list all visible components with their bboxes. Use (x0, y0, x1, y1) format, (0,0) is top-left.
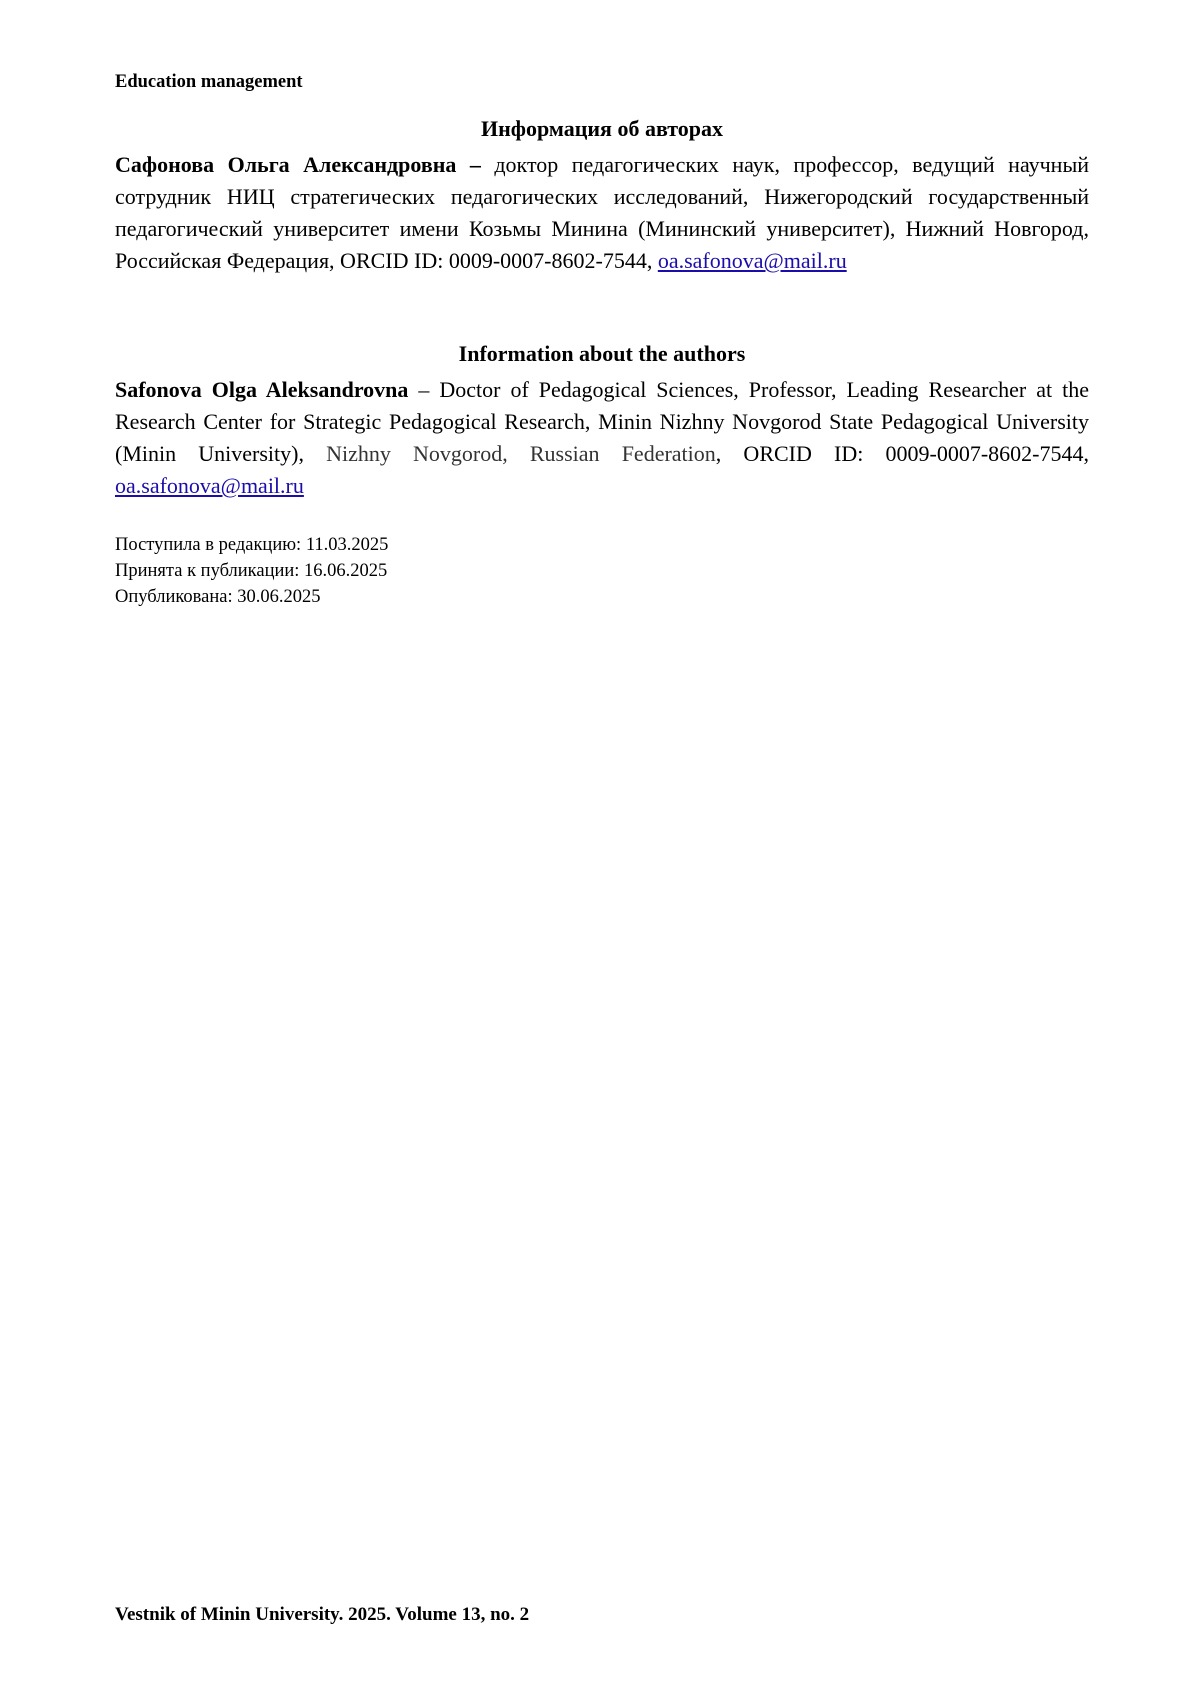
email-link-en[interactable]: oa.safonova@mail.ru (115, 473, 304, 498)
author-name-ru: Сафонова Ольга Александровна (115, 152, 457, 177)
author-bio-en (115, 374, 1089, 502)
author-location-en: Nizhny Novgorod, Russian Federation (326, 441, 716, 466)
author-bio-text-ru: доктор педагогических наук, профессор, ведущий научный сотрудник НИЦ стратегических педагогических исследований, Нижегородский государственный педагогический университет имени Козьмы Минина (Мининский университет), Нижний Новгород, Российская Федерация, ORCID ID: 0009-0007-8602-7544, (115, 152, 1089, 273)
author-name-en: Safonova Olga Aleksandrovna (115, 377, 409, 402)
author-info-ru (115, 114, 1089, 277)
author-info-en (115, 339, 1089, 502)
section-title-en: Information about the authors (458, 341, 746, 366)
document-page (115, 0, 1089, 1697)
author-dash-ru: – (456, 152, 495, 177)
author-bio-ru (115, 149, 1089, 277)
date-accepted: Принята к публикации: 16.06.2025 (115, 561, 388, 581)
email-link-ru[interactable]: oa.safonova@mail.ru (657, 248, 847, 273)
publication-dates (115, 532, 388, 610)
running-header: Education management (115, 72, 303, 92)
date-received: Поступила в редакцию: 11.03.2025 (115, 535, 389, 555)
running-footer: Vestnik of Minin University. 2025. Volume 13, no. 2 (115, 1604, 530, 1625)
author-bio-text-en: – Doctor of Pedagogical Sciences, Professor, Leading Researcher at the Research Center for Strategic Pedagogical Research, Minin Nizhny Novgorod State Pedagogical University (Minin University), (115, 377, 1089, 466)
author-orcid-en: , ORCID ID: 0009-0007-8602-7544, (715, 441, 1089, 466)
date-published: Опубликована: 30.06.2025 (115, 587, 321, 607)
section-title-ru: Информация об авторах (480, 116, 724, 141)
